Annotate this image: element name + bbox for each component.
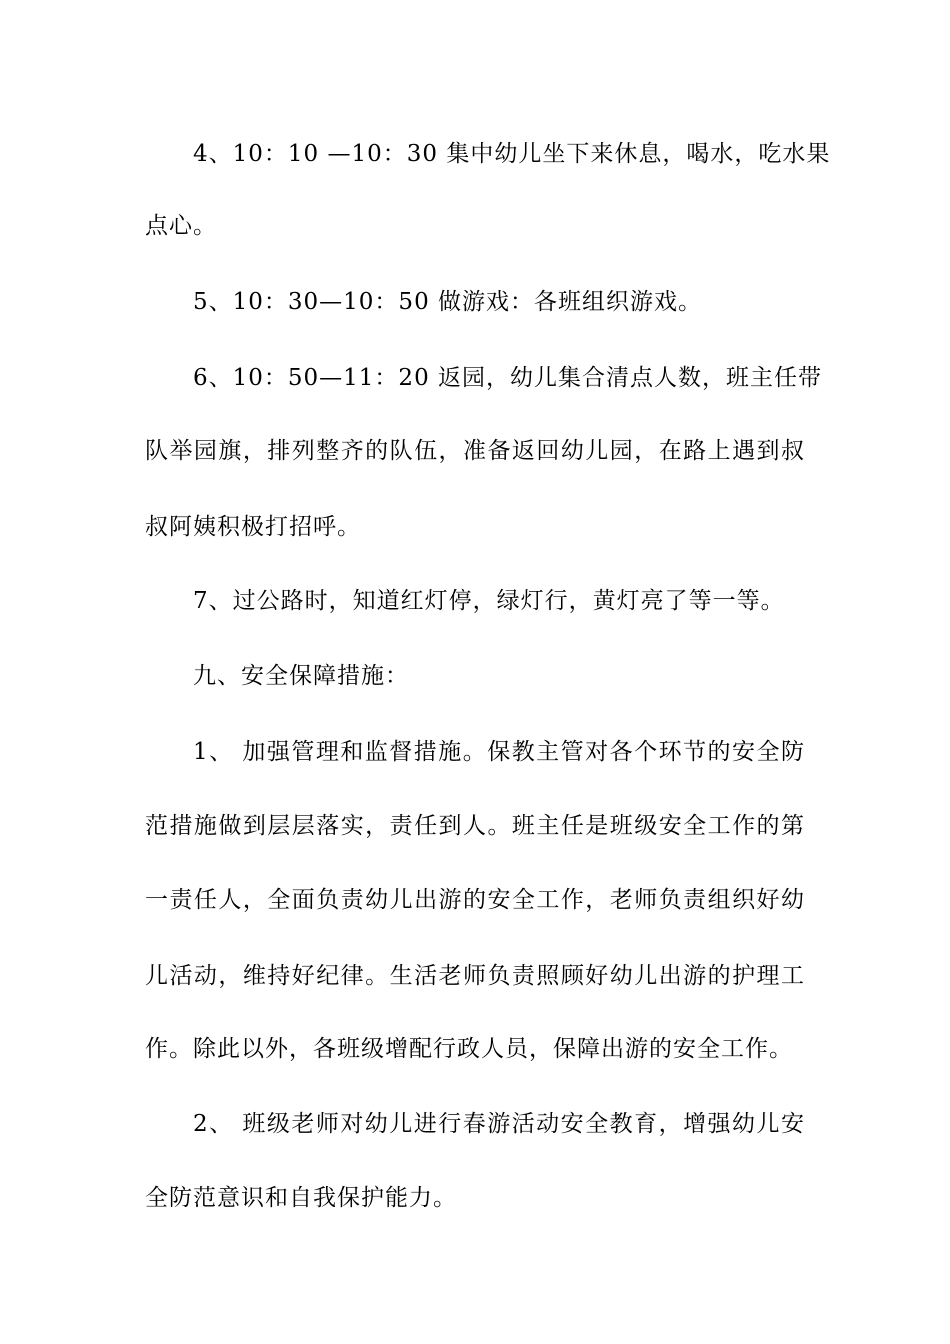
text-line: 队举园旗，排列整齐的队伍，准备返回幼儿园，在路上遇到叔: [145, 438, 805, 464]
text-line: 1、 加强管理和监督措施。保教主管对各个环节的安全防: [193, 739, 805, 765]
text-line: 6、10：50—11：20 返园，幼儿集合清点人数，班主任带: [193, 365, 823, 391]
text-line: 作。除此以外，各班级增配行政人员，保障出游的安全工作。: [145, 1036, 793, 1062]
text-line: 叔阿姨积极打招呼。: [145, 514, 361, 540]
text-line: 点心。: [145, 213, 217, 239]
section-heading: 九、安全保障措施：: [193, 663, 409, 689]
text-line: 5、10：30—10：50 做游戏：各班组织游戏。: [193, 289, 703, 315]
text-line: 儿活动，维持好纪律。生活老师负责照顾好幼儿出游的护理工: [145, 963, 805, 989]
text-line: 全防范意识和自我保护能力。: [145, 1185, 457, 1211]
text-line: 2、 班级老师对幼儿进行春游活动安全教育，增强幼儿安: [193, 1111, 805, 1137]
text-line: 范措施做到层层落实，责任到人。班主任是班级安全工作的第: [145, 813, 805, 839]
text-line: 7、过公路时，知道红灯停，绿灯行，黄灯亮了等一等。: [193, 588, 785, 614]
text-line: 一责任人，全面负责幼儿出游的安全工作，老师负责组织好幼: [145, 887, 805, 913]
text-line: 4、10：10 —10：30 集中幼儿坐下来休息，喝水，吃水果: [193, 141, 831, 167]
